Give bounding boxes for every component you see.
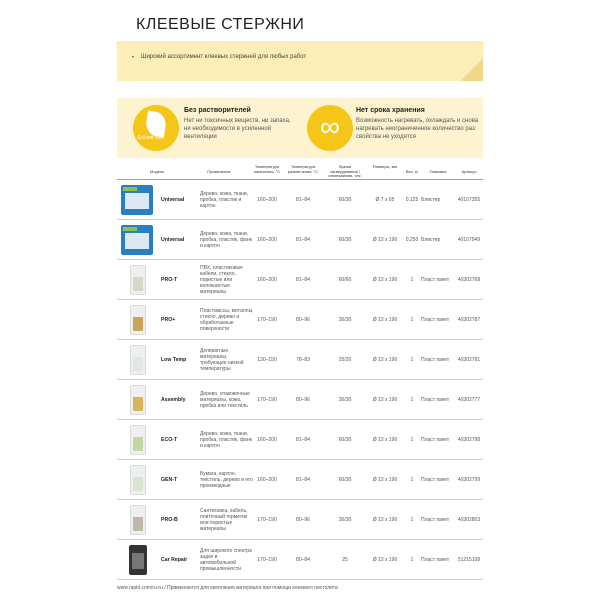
cell-packing: Пласт пакет xyxy=(421,517,450,523)
cell-size: Ø 7 x 65 xyxy=(375,197,395,203)
cell-article: 40302803 xyxy=(457,517,481,523)
feature-text-no-expiry: Возможность нагревать, охлаждать и снова нагревать неограниченное количество раз: свойства не уходятся xyxy=(356,118,479,140)
feature-title-no-expiry: Нет срока хранения xyxy=(356,107,425,114)
page-title: КЛЕЕВЫЕ СТЕРЖНИ xyxy=(136,16,305,33)
cell-open-time: 30/30 xyxy=(338,317,352,323)
cell-article: 40302781 xyxy=(457,357,481,363)
table-row xyxy=(117,380,483,420)
product-image xyxy=(119,263,155,296)
cell-model: PRO-T xyxy=(161,277,178,283)
cell-article: 40302777 xyxy=(457,397,481,403)
cell-weight: 1 xyxy=(410,277,414,283)
cell-melt-temp: 170–190 xyxy=(257,317,277,323)
cell-application: Для широкого спектра задач в автомобильной промышленности xyxy=(200,548,252,572)
info-banner xyxy=(117,41,483,81)
cell-size: Ø 12 x 190 xyxy=(372,557,398,563)
feature-text-solvent-free: Нет ни токсичных веществ, ни запаха, ни необходимости в усиленной вентиляции xyxy=(184,118,291,140)
product-image xyxy=(119,543,155,576)
cell-open-time: 25/20 xyxy=(338,357,352,363)
cell-open-time: 30/30 xyxy=(338,397,352,403)
cell-packing: Пласт пакет xyxy=(421,397,450,403)
header-model: Модель xyxy=(149,169,165,174)
cell-application: ПВХ, пластиковые кабели, стекло, пористые или волокнистые материалы xyxy=(200,265,243,295)
cell-soft-temp: 78–83 xyxy=(296,357,310,363)
cell-application: Сантехника, кабель, плиточный герметик или пористые материалы xyxy=(200,508,248,532)
table-row xyxy=(117,460,483,500)
cell-model: Universal xyxy=(161,197,185,203)
cell-application: Пластмассы, металлы, стекло, дерево и обработанные поверхности xyxy=(200,308,254,332)
cell-open-time: 25 xyxy=(342,557,348,563)
cell-model: GEN-T xyxy=(161,477,178,483)
table-row xyxy=(117,420,483,460)
cell-weight: 0.250 xyxy=(405,237,419,243)
product-image xyxy=(119,503,155,536)
product-image xyxy=(119,223,155,256)
cell-packing: Пласт пакет xyxy=(421,357,450,363)
cell-packing: Пласт пакет xyxy=(421,557,450,563)
product-image xyxy=(119,463,155,496)
product-image xyxy=(119,303,155,336)
feature-title-solvent-free: Без растворителей xyxy=(184,107,251,114)
cell-model: Low Temp xyxy=(161,357,187,363)
cell-application: Бумага, картон, текстиль, дерево и его производные xyxy=(200,471,253,489)
cell-model: Car Repair xyxy=(161,557,188,563)
header-soft-temp: Температура размягчения, °C xyxy=(287,164,319,174)
cell-size: Ø 12 x 190 xyxy=(372,317,398,323)
cell-article: 51215108 xyxy=(457,557,481,563)
cell-model: Assembly xyxy=(161,397,186,403)
cell-weight: 1 xyxy=(410,477,414,483)
cell-melt-temp: 160–200 xyxy=(257,277,277,283)
cell-open-time: 60/30 xyxy=(338,237,352,243)
cell-weight: 1 xyxy=(410,517,414,523)
cell-application: Дерево, упаковочные материалы, кожа, пробка или текстиль xyxy=(200,391,250,409)
banner-bullet: • xyxy=(132,55,135,61)
cell-size: Ø 12 x 190 xyxy=(372,277,398,283)
cell-open-time: 60/30 xyxy=(338,197,352,203)
cell-size: Ø 12 x 190 xyxy=(372,397,398,403)
cell-open-time: 60/30 xyxy=(338,477,352,483)
table-row xyxy=(117,340,483,380)
cell-size: Ø 12 x 190 xyxy=(372,517,398,523)
cell-melt-temp: 130–150 xyxy=(257,357,277,363)
table-row xyxy=(117,180,483,220)
cell-melt-temp: 160–200 xyxy=(257,237,277,243)
cell-model: PRO-B xyxy=(161,517,178,523)
cell-model: ECO-T xyxy=(161,437,178,443)
cell-size: Ø 12 x 190 xyxy=(372,237,398,243)
cell-weight: 1 xyxy=(410,437,414,443)
cell-application: Дерево, кожа, ткани, пробка, пластик, фанк и картон xyxy=(200,431,252,449)
cell-soft-temp: 80–96 xyxy=(296,317,310,323)
cell-melt-temp: 170–190 xyxy=(257,557,277,563)
cell-model: Universal xyxy=(161,237,185,243)
cell-weight: 1 xyxy=(410,317,414,323)
header-application: Применение xyxy=(207,169,231,174)
header-melt-temp: Температура нанесения, °C xyxy=(253,164,281,174)
cell-soft-temp: 80–96 xyxy=(296,517,310,523)
cell-packing: Блистер xyxy=(421,197,441,203)
cell-melt-temp: 170–190 xyxy=(257,397,277,403)
cell-packing: Пласт пакет xyxy=(421,477,450,483)
cell-article: 40107949 xyxy=(457,237,481,243)
header-weight: Вес, кг xyxy=(405,169,419,174)
cell-soft-temp: 81–84 xyxy=(296,277,310,283)
cell-model: PRO+ xyxy=(161,317,176,323)
cell-article: 40107355 xyxy=(457,197,481,203)
cell-weight: 1 xyxy=(410,397,414,403)
cell-article: 40302787 xyxy=(457,317,481,323)
header-packing: Упаковка xyxy=(429,169,447,174)
cell-application: Деликатные материалы, требующие низкой температуры xyxy=(200,348,244,372)
cell-open-time: 60/60 xyxy=(338,277,352,283)
table-row xyxy=(117,220,483,260)
cell-application: Дерево, кожа, ткани, пробка, пластик, фанк и картон xyxy=(200,231,252,249)
cell-weight: 1 xyxy=(410,357,414,363)
table-header xyxy=(117,164,483,180)
cell-soft-temp: 80–84 xyxy=(296,557,310,563)
solvent-free-badge-text: Solvent free xyxy=(137,135,164,141)
cell-article: 40302799 xyxy=(457,477,481,483)
banner-text: Широкий ассортимент клеевых стержней для любых работ xyxy=(141,54,307,60)
footer-text: www.rapid.com/ru-ru / Применяются для крепления материала при помощи клеевого пистолета xyxy=(117,585,338,591)
cell-packing: Пласт пакет xyxy=(421,437,450,443)
cell-soft-temp: 81–84 xyxy=(296,437,310,443)
cell-melt-temp: 160–200 xyxy=(257,437,277,443)
cell-size: Ø 12 x 190 xyxy=(372,357,398,363)
table-row xyxy=(117,540,483,580)
cell-soft-temp: 80–96 xyxy=(296,397,310,403)
cell-melt-temp: 160–200 xyxy=(257,197,277,203)
cell-application: Дерево, кожа, ткани, пробка, пластик и картон xyxy=(200,191,249,209)
header-open-time: Время затвердевания / схватывания, сек. xyxy=(328,164,362,179)
product-image xyxy=(119,383,155,416)
product-image xyxy=(119,183,155,216)
banner-fold xyxy=(461,59,483,81)
cell-melt-temp: 170–190 xyxy=(257,517,277,523)
header-size: Размеры, мм xyxy=(372,164,398,169)
cell-packing: Пласт пакет xyxy=(421,277,450,283)
cell-soft-temp: 81–84 xyxy=(296,197,310,203)
cell-melt-temp: 160–200 xyxy=(257,477,277,483)
cell-article: 40302798 xyxy=(457,437,481,443)
cell-packing: Блистер xyxy=(421,237,441,243)
cell-packing: Пласт пакет xyxy=(421,317,450,323)
cell-article: 40302768 xyxy=(457,277,481,283)
table-row xyxy=(117,260,483,300)
cell-size: Ø 12 x 190 xyxy=(372,437,398,443)
cell-weight: 1 xyxy=(410,557,414,563)
table-row xyxy=(117,500,483,540)
cell-soft-temp: 81–84 xyxy=(296,237,310,243)
header-article: Артикул xyxy=(461,169,477,174)
cell-weight: 0.125 xyxy=(405,197,419,203)
product-image xyxy=(119,343,155,376)
product-image xyxy=(119,423,155,456)
cell-size: Ø 12 x 190 xyxy=(372,477,398,483)
infinity-icon: ∞ xyxy=(320,111,340,142)
cell-soft-temp: 81–84 xyxy=(296,477,310,483)
cell-open-time: 60/30 xyxy=(338,437,352,443)
table-row xyxy=(117,300,483,340)
cell-open-time: 30/30 xyxy=(338,517,352,523)
